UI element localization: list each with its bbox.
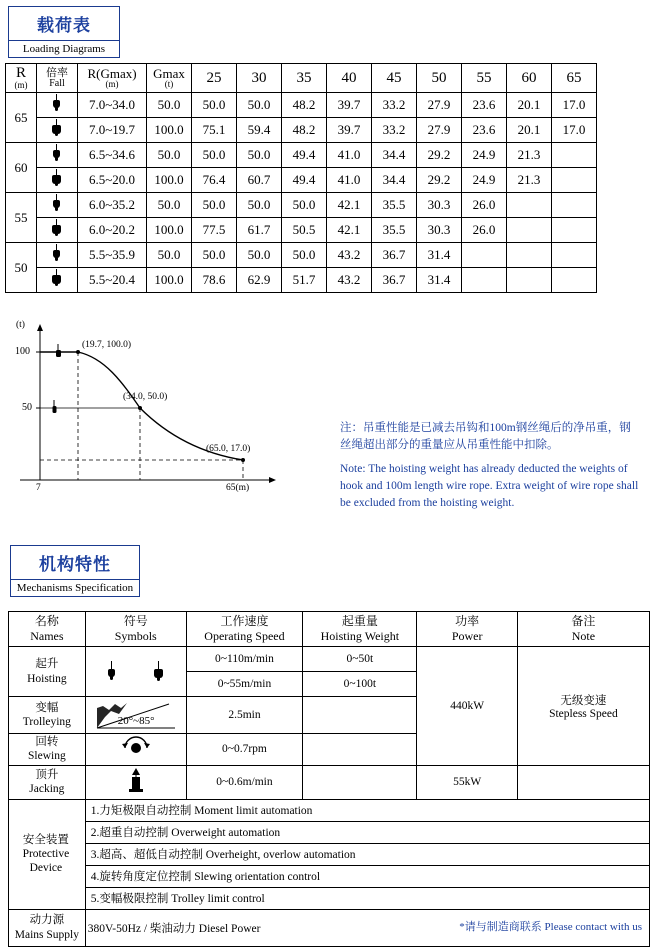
cell-value [507,218,552,243]
cell-value: 20.1 [507,93,552,118]
cell-value: 43.2 [327,243,372,268]
luffing-icon [85,697,186,734]
cell-value: 31.4 [417,268,462,293]
mech-header-speed: 工作速度 Operating Speed [186,612,302,647]
cell-value: 26.0 [462,193,507,218]
protective-item: 5.变幅极限控制 Trolley limit control [85,887,649,909]
cell-value: 50.0 [282,193,327,218]
section-heading-mechanisms [10,545,140,597]
cell-value: 30.3 [417,193,462,218]
table-row [6,218,597,243]
cell-value [552,268,597,293]
protective-item: 1.力矩极限自动控制 Moment limit automation [85,799,649,821]
cell-value: 34.4 [372,168,417,193]
mechanisms-table [8,611,650,947]
cell-value [552,168,597,193]
fall-double-hook-icon [37,118,78,143]
cell-gmax: 50.0 [147,193,192,218]
chart-xlabel: 65(m) [226,483,250,493]
loading-table-body [6,93,597,293]
cell-rgmax: 6.0~35.2 [78,193,147,218]
table-row [9,765,650,799]
cell-value: 41.0 [327,168,372,193]
chart-ytick-50: 50 [22,402,32,413]
cell-value: 50.0 [237,143,282,168]
cell-value: 60.7 [237,168,282,193]
cell-value: 50.0 [237,193,282,218]
row-label-r55: 55 [6,193,37,243]
footer-note: *请与制造商联系 Please contact with us [459,921,642,933]
cell-value: 17.0 [552,93,597,118]
mech-name-jacking: 顶升 Jacking [9,765,86,799]
table-row [6,168,597,193]
cell-value [552,193,597,218]
cell-value: 33.2 [372,93,417,118]
row-label-r65: 65 [6,93,37,143]
cell-value: 41.0 [327,143,372,168]
section-heading-mechanisms-cn: 机构特性 [10,545,140,580]
fall-single-hook-icon [37,243,78,268]
cell-value: 26.0 [462,218,507,243]
cell-value: 50.0 [192,93,237,118]
header-radius-65: 65 [552,64,597,93]
cell-value: 17.0 [552,118,597,143]
cell-value [507,243,552,268]
cell-gmax: 100.0 [147,268,192,293]
mech-header-weight: 起重量 Hoisting Weight [303,612,417,647]
cell-gmax: 100.0 [147,218,192,243]
mech-power-main: 440kW [417,647,517,766]
loading-table-header [6,64,597,93]
cell-value: 39.7 [327,93,372,118]
mains-supply-label: 动力源 Mains Supply [9,909,86,946]
header-radius-25: 25 [192,64,237,93]
mech-weight-hoisting-1: 0~50t [303,647,417,672]
cell-value: 35.5 [372,218,417,243]
protective-item: 4.旋转角度定位控制 Slewing orientation control [85,865,649,887]
mech-name-hoisting: 起升 Hoisting [9,647,86,697]
mech-header-symbols: 符号 Symbols [85,612,186,647]
section-heading-loading [8,6,120,58]
header-radius-45: 45 [372,64,417,93]
table-row [6,118,597,143]
cell-value: 49.4 [282,143,327,168]
mech-name-trolleying: 变幅 Trolleying [9,697,86,734]
table-row [6,143,597,168]
chart-ytick-100: 100 [15,346,30,357]
cell-value: 36.7 [372,243,417,268]
fall-double-hook-icon [37,168,78,193]
cell-value: 50.0 [237,243,282,268]
cell-value [552,218,597,243]
cell-gmax: 50.0 [147,93,192,118]
cell-value: 23.6 [462,93,507,118]
cell-value: 24.9 [462,143,507,168]
cell-value: 61.7 [237,218,282,243]
cell-gmax: 100.0 [147,168,192,193]
cell-value [552,143,597,168]
hook-pair-icon [85,647,186,697]
chart-note [340,420,640,511]
cell-value: 35.5 [372,193,417,218]
chart-ylabel: (t) [16,320,25,330]
chart-point-label-3: (65.0, 17.0) [206,444,251,454]
mech-speed-hoisting-1: 0~110m/min [186,647,302,672]
luffing-angle-label: 20°~85° [117,715,155,727]
cell-gmax: 50.0 [147,243,192,268]
loading-table [5,63,597,293]
chart-note-cn: 注：吊重性能是已减去吊钩和100m钢丝绳后的净吊重，钢丝绳超出部分的重量应从吊重性能中扣除。 [340,422,631,451]
fall-double-hook-icon [37,268,78,293]
cell-value: 21.3 [507,168,552,193]
table-row [6,193,597,218]
table-row [9,887,650,909]
fall-single-hook-icon [37,143,78,168]
mech-header-row [9,612,650,647]
cell-value: 50.0 [192,193,237,218]
cell-value: 29.2 [417,168,462,193]
header-radius-35: 35 [282,64,327,93]
cell-value: 33.2 [372,118,417,143]
header-radius-40: 40 [327,64,372,93]
cell-value: 42.1 [327,218,372,243]
chart-xtick-start: 7 [36,483,41,493]
mech-weight-slewing [303,734,417,766]
mech-speed-slewing: 0~0.7rpm [186,734,302,766]
cell-value: 50.0 [282,243,327,268]
cell-value: 31.4 [417,243,462,268]
chart-point-label-1: (19.7, 100.0) [82,340,132,350]
cell-value: 75.1 [192,118,237,143]
header-radius-60: 60 [507,64,552,93]
row-label-r60: 60 [6,143,37,193]
mains-supply-value: 380V-50Hz / 柴油动力 Diesel Power [85,909,649,946]
table-row [9,843,650,865]
cell-value: 30.3 [417,218,462,243]
header-rgmax: R(Gmax) (m) [78,64,147,93]
load-curve-svg [10,320,310,505]
mech-speed-hoisting-2: 0~55m/min [186,672,302,697]
cell-value: 34.4 [372,143,417,168]
jacking-icon [85,765,186,799]
mech-note-stepless: 无级变速 Stepless Speed [517,647,649,766]
table-row [9,647,650,672]
cell-value: 36.7 [372,268,417,293]
cell-value: 23.6 [462,118,507,143]
cell-value: 77.5 [192,218,237,243]
protective-item: 2.超重自动控制 Overweight automation [85,821,649,843]
cell-rgmax: 6.0~20.2 [78,218,147,243]
cell-value [462,268,507,293]
section-heading-loading-en: Loading Diagrams [8,41,120,58]
cell-rgmax: 7.0~19.7 [78,118,147,143]
table-row [6,93,597,118]
cell-value [462,243,507,268]
cell-value: 21.3 [507,143,552,168]
table-row [9,799,650,821]
cell-value: 76.4 [192,168,237,193]
cell-value: 48.2 [282,118,327,143]
cell-value: 50.5 [282,218,327,243]
row-label-r50: 50 [6,243,37,293]
mech-power-jacking: 55kW [417,765,517,799]
cell-value: 27.9 [417,118,462,143]
cell-value: 78.6 [192,268,237,293]
header-r: R (m) [6,64,37,93]
mech-speed-trolleying: 2.5min [186,697,302,734]
cell-value: 50.0 [237,93,282,118]
table-row [9,865,650,887]
protective-item: 3.超高、超低自动控制 Overheight, overlow automation [85,843,649,865]
cell-value: 51.7 [282,268,327,293]
cell-rgmax: 6.5~34.6 [78,143,147,168]
fall-double-hook-icon [37,218,78,243]
cell-value: 27.9 [417,93,462,118]
chart-point-label-2: (34.0, 50.0) [123,392,168,402]
cell-value: 50.0 [192,243,237,268]
mech-header-note: 备注 Note [517,612,649,647]
slewing-icon [85,734,186,766]
fall-single-hook-icon [37,93,78,118]
protective-device-label: 安全装置 Protective Device [9,799,86,909]
load-curve-chart [10,320,310,505]
cell-value: 59.4 [237,118,282,143]
mech-weight-trolleying [303,697,417,734]
header-radius-50: 50 [417,64,462,93]
cell-value [507,268,552,293]
header-fall: 倍率 Fall [37,64,78,93]
cell-value: 50.0 [192,143,237,168]
cell-value [507,193,552,218]
cell-value: 42.1 [327,193,372,218]
cell-value: 62.9 [237,268,282,293]
mech-speed-jacking: 0~0.6m/min [186,765,302,799]
mech-header-power: 功率 Power [417,612,517,647]
cell-value: 29.2 [417,143,462,168]
cell-value: 49.4 [282,168,327,193]
cell-value: 20.1 [507,118,552,143]
cell-rgmax: 7.0~34.0 [78,93,147,118]
table-row [9,821,650,843]
cell-value: 48.2 [282,93,327,118]
mech-weight-jacking [303,765,417,799]
cell-rgmax: 5.5~20.4 [78,268,147,293]
cell-value: 24.9 [462,168,507,193]
mech-weight-hoisting-2: 0~100t [303,672,417,697]
cell-rgmax: 6.5~20.0 [78,168,147,193]
chart-note-en: Note: The hoisting weight has already deducted the weights of hook and 100m length wire rope. Extra weight of wire rope shall be excluded from the hoisting weight. [340,463,639,509]
table-row [6,268,597,293]
table-row [6,243,597,268]
cell-value [552,243,597,268]
cell-gmax: 100.0 [147,118,192,143]
cell-value: 39.7 [327,118,372,143]
mech-name-slewing: 回转 Slewing [9,734,86,766]
header-radius-30: 30 [237,64,282,93]
fall-single-hook-icon [37,193,78,218]
header-radius-55: 55 [462,64,507,93]
section-heading-mechanisms-en: Mechanisms Specification [10,580,140,597]
mech-header-names: 名称 Names [9,612,86,647]
cell-value: 43.2 [327,268,372,293]
section-heading-loading-cn: 载荷表 [8,6,120,41]
cell-gmax: 50.0 [147,143,192,168]
cell-rgmax: 5.5~35.9 [78,243,147,268]
header-gmax: Gmax (t) [147,64,192,93]
